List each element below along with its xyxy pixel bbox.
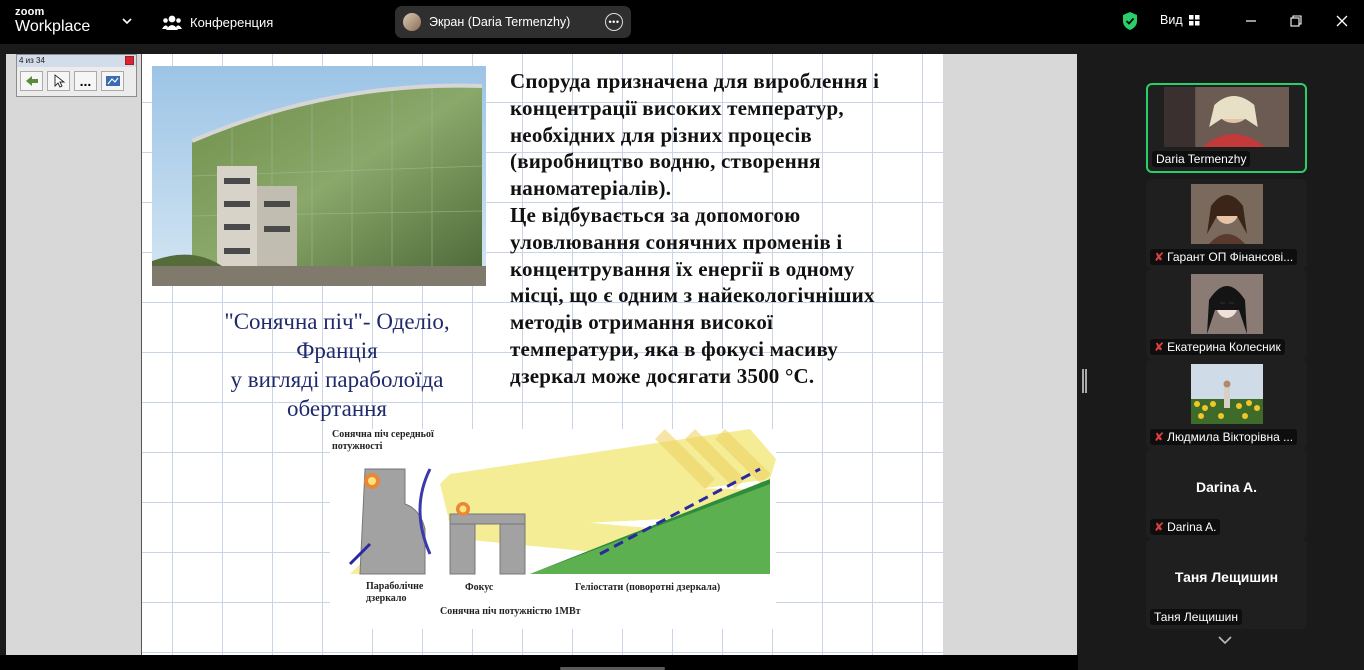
screen-share-label: Экран (Daria Termenzhy) — [429, 15, 571, 29]
diagram-label-bottom: Сонячна піч потужністю 1МВт — [440, 606, 581, 617]
slideshow-toolbar-header — [17, 55, 136, 67]
grid-view-icon — [1189, 15, 1200, 26]
participant-name-text: Людмила Вікторівна ... — [1167, 430, 1294, 444]
solar-furnace-diagram — [330, 429, 776, 629]
bottom-bar — [0, 655, 1078, 670]
panel-resize-handle[interactable] — [1082, 369, 1087, 393]
close-icon[interactable] — [125, 56, 134, 65]
more-label: ... — [79, 73, 92, 89]
minimize-icon — [1245, 15, 1257, 27]
restore-icon — [1290, 15, 1302, 27]
body-line: місці, що є одним з найекологічніших — [510, 283, 875, 308]
mic-muted-icon: ✘ — [1154, 250, 1165, 264]
diagram-top-line2: потужності — [332, 441, 383, 452]
participants-icon — [162, 14, 182, 30]
participant-avatar — [1191, 183, 1263, 245]
caption-line: "Сонячна піч"- Оделіо, — [224, 309, 450, 334]
body-line: Це відбувається за допомогою — [510, 202, 801, 227]
body-line: концентрації високих температур, — [510, 95, 844, 120]
slides-icon — [105, 75, 121, 87]
participant-name — [1150, 429, 1297, 445]
body-line: Споруда призначена для вироблення і — [510, 69, 880, 93]
avatar — [403, 13, 421, 31]
participants-panel — [1078, 44, 1364, 670]
logo-line2: Workplace — [15, 18, 91, 35]
slide-menu-button[interactable] — [101, 71, 124, 91]
conference-button[interactable] — [162, 12, 273, 32]
chevron-down-icon[interactable] — [1217, 632, 1233, 648]
pointer-button[interactable] — [47, 71, 70, 91]
diagram-top-line1: Сонячна піч середньої — [332, 429, 434, 440]
participant-tile[interactable] — [1146, 359, 1307, 449]
restore-button[interactable] — [1285, 10, 1307, 32]
participant-display-name: Darina A. — [1196, 479, 1257, 495]
participant-name — [1152, 151, 1250, 167]
screen-share-pill[interactable] — [395, 6, 631, 38]
participant-name-text: Гарант ОП Фінансові... — [1167, 250, 1294, 264]
slide-counter: 4 из 34 — [19, 56, 45, 65]
chevron-down-icon[interactable] — [120, 14, 134, 28]
participant-name — [1150, 609, 1242, 625]
participant-tile[interactable] — [1146, 179, 1307, 269]
body-line: дзеркал може досягати 3500 °С. — [510, 363, 815, 388]
body-line: наноматеріалів). — [510, 176, 672, 201]
participant-name-text: Darina A. — [1167, 520, 1217, 534]
view-button[interactable] — [1160, 13, 1200, 27]
top-bar — [0, 0, 1364, 44]
diagram-label-heliostats: Геліостати (поворотні дзеркала) — [575, 582, 721, 593]
slide-body-text — [510, 68, 940, 390]
more-options-button[interactable] — [74, 71, 97, 91]
participant-name-text: Daria Termenzhy — [1156, 152, 1247, 166]
body-line: методів отримання високої — [510, 310, 774, 335]
body-line: уловлювання сонячних променів і — [510, 229, 843, 254]
parabolic-line2: дзеркало — [366, 593, 407, 604]
shared-screen — [6, 54, 1077, 655]
slideshow-toolbar — [16, 54, 137, 97]
conference-label: Конференция — [190, 14, 274, 30]
participant-tile[interactable] — [1146, 449, 1307, 539]
caption-line: обертання — [286, 396, 388, 421]
more-options-icon[interactable]: ••• — [605, 13, 623, 31]
body-line: концентрування їх енергії в одному — [510, 256, 855, 281]
caption-line: Франція — [296, 338, 378, 363]
zoom-logo[interactable] — [15, 7, 90, 35]
participant-avatar — [1191, 273, 1263, 335]
participant-tile[interactable] — [1146, 83, 1307, 173]
participant-display-name: Таня Лещишин — [1174, 569, 1279, 585]
participant-avatar — [1191, 363, 1263, 425]
diagram-label-top — [332, 429, 434, 453]
mic-muted-icon: ✘ — [1154, 520, 1165, 534]
body-line: (виробництво водню, створення — [510, 149, 821, 174]
presentation-slide — [141, 54, 943, 655]
diagram-label-focus: Фокус — [465, 582, 494, 593]
slide-caption — [172, 307, 502, 423]
minimize-button[interactable] — [1240, 10, 1262, 32]
participant-tile[interactable] — [1146, 269, 1307, 359]
caption-line: у вигляді параболоїда — [230, 367, 444, 392]
participant-video — [1164, 87, 1289, 147]
cursor-icon — [52, 74, 66, 88]
participant-name-text: Екатерина Колесник — [1167, 340, 1281, 354]
participant-name — [1150, 249, 1297, 265]
participant-name — [1150, 519, 1220, 535]
parabolic-line1: Параболічне — [366, 581, 424, 592]
solar-furnace-photo — [152, 66, 486, 286]
diagram-label-parabolic — [366, 581, 423, 605]
mic-muted-icon: ✘ — [1154, 430, 1165, 444]
participant-tile[interactable] — [1146, 539, 1307, 629]
body-line: температури, яка в фокусі масиву — [510, 336, 838, 361]
mic-muted-icon: ✘ — [1154, 340, 1165, 354]
logo-line1: zoom — [15, 6, 45, 18]
close-icon — [1336, 15, 1348, 27]
view-label: Вид — [1160, 13, 1183, 27]
previous-slide-button[interactable] — [20, 71, 43, 91]
security-shield-icon[interactable] — [1121, 11, 1139, 31]
body-line: необхідних для різних процесів — [510, 122, 812, 147]
participant-name — [1150, 339, 1285, 355]
arrow-left-icon — [24, 75, 40, 87]
participant-name-text: Таня Лещишин — [1154, 610, 1239, 624]
close-button[interactable] — [1331, 10, 1353, 32]
